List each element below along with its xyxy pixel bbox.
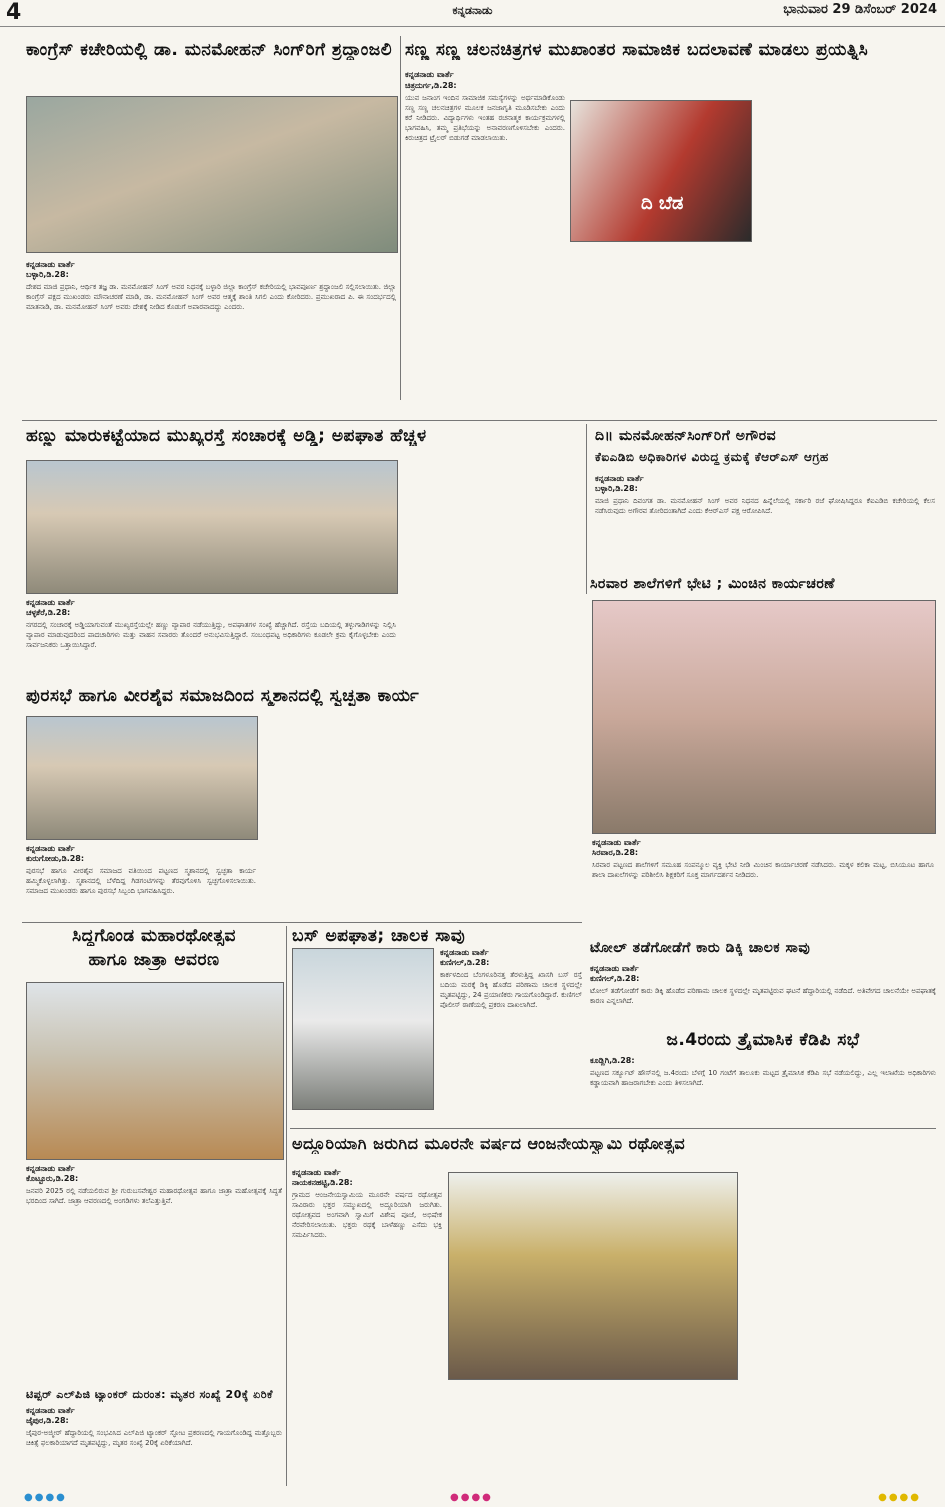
dateline: ಬಳ್ಳಾರಿ,ಡಿ.28: (26, 270, 69, 279)
article-headline: ಹಣ್ಣು ಮಾರುಕಟ್ಟೆಯಾದ ಮುಖ್ಯರಸ್ತೆ ಸಂಚಾರಕ್ಕೆ ಅಡ್ಡಿ; ಅಪಘಾತ ಹೆಚ್ಚಳ (26, 426, 427, 446)
article-body: ಸಿರವಾರ ಪಟ್ಟಣದ ಶಾಲೆಗಳಿಗೆ ಸಮೂಹ ಸಂಪನ್ಮೂಲ ವ್ಯಕ್ತಿ ಭೇಟಿ ನೀಡಿ ಮಿಂಚಿನ ಕಾರ್ಯಾಚರಣೆ ನಡೆಸಿದರು. ಮಕ್ಕಳ ಕಲಿಕಾ ಮಟ್ಟ, ಬಿಸಿಯೂಟ ಹಾಗೂ ಶಾಲಾ ದಾಖಲೆಗಳನ್ನು ಪರಿಶೀಲಿಸಿ ಶಿಕ್ಷಕರಿಗೆ ಸೂಕ್ತ ಮಾರ್ಗದರ್ಶನ ನೀಡಿದರು. (592, 861, 934, 879)
byline: ಕನ್ನಡನಾಡು ವಾರ್ತೆ (592, 838, 641, 847)
masthead: ಕನ್ನಡನಾಡು (452, 4, 493, 17)
dateline: ಜೈಪುರ,ಡಿ.28: (26, 1416, 69, 1425)
article-headline: ಜ.4ರಂದು ತ್ರೈಮಾಸಿಕ ಕೆಡಿಪಿ ಸಭೆ (666, 1030, 860, 1050)
dateline: ಕುಣಿಗಲ್,ಡಿ.28: (440, 958, 490, 967)
article-subheadline: ಕೆಐಎಡಿಬಿ ಅಧಿಕಾರಿಗಳ ವಿರುದ್ಧ ಕ್ರಮಕ್ಕೆ ಕೆಆರ್‌ಎಸ್ ಆಗ್ರಹ (595, 450, 829, 464)
article-body: ಕಾರ್ಕಳದಿಂದ ಬೆಂಗಳೂರಿನತ್ತ ತೆರಳುತ್ತಿದ್ದ ಖಾಸಗಿ ಬಸ್ ರಸ್ತೆ ಬದಿಯ ಮರಕ್ಕೆ ಡಿಕ್ಕಿ ಹೊಡೆದ ಪರಿಣಾಮ ಚಾಲಕ ಸ್ಥಳದಲ್ಲೇ ಮೃತಪಟ್ಟಿದ್ದು, 24 ಪ್ರಯಾಣಿಕರು ಗಾಯಗೊಂಡಿದ್ದಾರೆ. ಕುಣಿಗಲ್ ಪೊಲೀಸ್ ಠಾಣೆಯಲ್ಲಿ ಪ್ರಕರಣ ದಾಖಲಾಗಿದೆ. (440, 971, 582, 1009)
section-divider (22, 420, 937, 421)
page-date: ಭಾನುವಾರ 29 ಡಿಸೆಂಬರ್ 2024 (783, 2, 937, 17)
byline: ಕನ್ನಡನಾಡು ವಾರ್ತೆ (26, 260, 75, 269)
byline: ಕನ್ನಡನಾಡು ವಾರ್ತೆ (26, 844, 75, 853)
article-body: ನಗರದಲ್ಲಿ ಸಂಚಾರಕ್ಕೆ ಅಡ್ಡಿಯಾಗುವಂತೆ ಮುಖ್ಯರಸ್ತೆಯಲ್ಲೇ ಹಣ್ಣು ವ್ಯಾಪಾರ ನಡೆಯುತ್ತಿದ್ದು, ಅಪಘಾತಗಳ ಸಂಖ್ಯೆ ಹೆಚ್ಚಾಗಿದೆ. ರಸ್ತೆಯ ಬದಿಯಲ್ಲಿ ತಳ್ಳುಗಾಡಿಗಳನ್ನು ನಿಲ್ಲಿಸಿ ವ್ಯಾಪಾರ ಮಾಡುವುದರಿಂದ ಪಾದಚಾರಿಗಳು ಮತ್ತು ವಾಹನ ಸವಾರರು ತೊಂದರೆ ಅನುಭವಿಸುತ್ತಿದ್ದಾರೆ. ಸಂಬಂಧಪಟ್ಟ ಅಧಿಕಾರಿಗಳು ಕೂಡಲೇ ಕ್ರಮ ಕೈಗೊಳ್ಳಬೇಕು ಎಂದು ಸಾರ್ವಜನಿಕರು ಒತ್ತಾಯಿಸಿದ್ದಾರೆ. (26, 621, 396, 649)
article-body: ಜನವರಿ 2025 ರಲ್ಲಿ ನಡೆಯಲಿರುವ ಶ್ರೀ ಗುರುಬಸವೇಶ್ವರ ಮಹಾರಥೋತ್ಸವ ಹಾಗೂ ಜಾತ್ರಾ ಮಹೋತ್ಸವಕ್ಕೆ ಸಿದ್ಧತೆ ಭರದಿಂದ ಸಾಗಿದೆ. ಜಾತ್ರಾ ಆವರಣದಲ್ಲಿ ಅಂಗಡಿಗಳು ತಲೆಎತ್ತುತ್ತಿವೆ. (26, 1187, 282, 1205)
school-visit-photo (592, 600, 936, 834)
cleaning-photo (26, 716, 258, 840)
article-body: ಪಟ್ಟಣದ ಸರ್ಕ್ಯೂಟ್ ಹೌಸ್‌ನಲ್ಲಿ ಜ.4ರಂದು ಬೆಳಗ್ಗೆ 10 ಗಂಟೆಗೆ ತಾಲೂಕು ಮಟ್ಟದ ತ್ರೈಮಾಸಿಕ ಕೆಡಿಪಿ ಸಭೆ ನಡೆಯಲಿದ್ದು, ಎಲ್ಲ ಇಲಾಖೆಯ ಅಧಿಕಾರಿಗಳು ಕಡ್ಡಾಯವಾಗಿ ಹಾಜರಾಗಬೇಕು ಎಂದು ತಿಳಿಸಲಾಗಿದೆ. (590, 1069, 936, 1087)
chariot-photo (448, 1172, 738, 1380)
color-marks-right: ●●●● (878, 1492, 921, 1503)
fruit-market-photo (26, 460, 398, 594)
article-body: ಪುರಸಭೆ ಹಾಗೂ ವೀರಶೈವ ಸಮಾಜದ ವತಿಯಿಂದ ಪಟ್ಟಣದ ಸ್ಮಶಾನದಲ್ಲಿ ಸ್ವಚ್ಛತಾ ಕಾರ್ಯ ಹಮ್ಮಿಕೊಳ್ಳಲಾಗಿತ್ತು. ಸ್ಮಶಾನದಲ್ಲಿ ಬೆಳೆದಿದ್ದ ಗಿಡಗಂಟಿಗಳನ್ನು ತೆರವುಗೊಳಿಸಿ ಸ್ವಚ್ಛಗೊಳಿಸಲಾಯಿತು. ಸಮಾಜದ ಮುಖಂಡರು ಹಾಗೂ ಪುರಸಭೆ ಸಿಬ್ಬಂದಿ ಭಾಗವಹಿಸಿದ್ದರು. (26, 867, 256, 895)
bus-accident-photo (292, 948, 434, 1110)
color-marks-left: ●●●● (24, 1492, 67, 1503)
article-headline: ದಿ॥ ಮನಮೋಹನ್‌ಸಿಂಗ್‌ರಿಗೆ ಅಗೌರವ (595, 428, 777, 444)
dateline: ಕುರುಗೋಡು,ಡಿ.28: (26, 854, 85, 863)
byline: ಕನ್ನಡನಾಡು ವಾರ್ತೆ (26, 1406, 75, 1415)
section-divider (290, 1128, 936, 1129)
article-body-continued (742, 1172, 936, 1486)
column-divider (400, 36, 401, 400)
article-headline: ಟಿಪ್ಪರ್ ಎಲ್‌ಪಿಜಿ ಟ್ಯಾಂಕರ್ ದುರಂತ: ಮೃತರ ಸಂಖ್ಯೆ 20ಕ್ಕೆ ಏರಿಕೆ (26, 1388, 273, 1401)
article-body-continued (400, 460, 580, 670)
column-divider (586, 424, 587, 594)
dateline: ಕೂಡ್ಲಿಗಿ,ಡಿ.28: (590, 1056, 635, 1065)
article-body: ಮಾಜಿ ಪ್ರಧಾನಿ ದಿವಂಗತ ಡಾ. ಮನಮೋಹನ್ ಸಿಂಗ್ ಅವರ ನಿಧನದ ಹಿನ್ನೆಲೆಯಲ್ಲಿ ಸರ್ಕಾರಿ ರಜೆ ಘೋಷಿಸಿದ್ದರೂ ಕೆಐಎಡಿಬಿ ಕಚೇರಿಯಲ್ಲಿ ಕೆಲಸ ನಡೆಸಿರುವುದು ಅಗೌರವ ತೋರಿದಂತಾಗಿದೆ ಎಂದು ಕೆಆರ್‌ಎಸ್ ಪಕ್ಷ ಆರೋಪಿಸಿದೆ. (595, 497, 935, 515)
byline: ಕನ್ನಡನಾಡು ವಾರ್ತೆ (590, 964, 639, 973)
fair-ground-photo (26, 982, 284, 1160)
article-body: ಟೋಲ್ ತಡೆಗೋಡೆಗೆ ಕಾರು ಡಿಕ್ಕಿ ಹೊಡೆದ ಪರಿಣಾಮ ಚಾಲಕ ಸ್ಥಳದಲ್ಲೇ ಮೃತಪಟ್ಟಿರುವ ಘಟನೆ ಹೆದ್ದಾರಿಯಲ್ಲಿ ನಡೆದಿದೆ. ಅತಿವೇಗದ ಚಾಲನೆಯೇ ಅಪಘಾತಕ್ಕೆ ಕಾರಣ ಎನ್ನಲಾಗಿದೆ. (590, 987, 936, 1005)
byline: ಕನ್ನಡನಾಡು ವಾರ್ತೆ (440, 948, 489, 957)
article-headline: ಸಿರವಾರ ಶಾಲೆಗಳಿಗೆ ಭೇಟಿ ; ಮಿಂಚಿನ ಕಾರ್ಯಚರಣೆ (590, 576, 835, 592)
article-body-continued (262, 716, 582, 916)
byline: ಕನ್ನಡನಾಡು ವಾರ್ತೆ (26, 598, 75, 607)
article-body-continued (448, 1384, 736, 1486)
byline: ಕನ್ನಡನಾಡು ವಾರ್ತೆ (405, 70, 454, 79)
article-body-continued (755, 100, 937, 400)
article-body: ಜೈಪುರ-ಅಜ್ಮೀರ್ ಹೆದ್ದಾರಿಯಲ್ಲಿ ಸಂಭವಿಸಿದ ಎಲ್‌ಪಿಜಿ ಟ್ಯಾಂಕರ್ ಸ್ಫೋಟ ಪ್ರಕರಣದಲ್ಲಿ ಗಾಯಗೊಂಡಿದ್ದ ಮತ್ತೊಬ್ಬರು ಚಿಕಿತ್ಸೆ ಫಲಕಾರಿಯಾಗದೆ ಮೃತಪಟ್ಟಿದ್ದು, ಮೃತರ ಸಂಖ್ಯೆ 20ಕ್ಕೆ ಏರಿಕೆಯಾಗಿದೆ. (26, 1429, 282, 1447)
poster-title: ದಿ ಬೆಡ (641, 193, 684, 214)
article-body: ಯುವ ಜನಾಂಗ ಇಂದಿನ ಸಾಮಾಜಿಕ ಸಮಸ್ಯೆಗಳನ್ನು ಅರ್ಥಮಾಡಿಕೊಂಡು ಸಣ್ಣ ಸಣ್ಣ ಚಲನಚಿತ್ರಗಳ ಮೂಲಕ ಜನಜಾಗೃತಿ ಮೂಡಿಸಬೇಕು ಎಂದು ಕರೆ ನೀಡಿದರು. ವಿದ್ಯಾರ್ಥಿಗಳು ಇಂತಹ ರಚನಾತ್ಮಕ ಕಾರ್ಯಕ್ರಮಗಳಲ್ಲಿ ಭಾಗವಹಿಸಿ, ತಮ್ಮ ಪ್ರತಿಭೆಯನ್ನು ಅನಾವರಣಗೊಳಿಸಬೇಕು ಎಂದರು. ಕಿರುಚಿತ್ರದ ಟ್ರೈಲರ್ ಬಿಡುಗಡೆ ಮಾಡಲಾಯಿತು. (405, 94, 565, 142)
section-divider (22, 922, 582, 923)
article-headline: ಟೋಲ್ ತಡೆಗೋಡೆಗೆ ಕಾರು ಡಿಕ್ಕಿ ಚಾಲಕ ಸಾವು (590, 940, 811, 956)
dateline: ಚಿತ್ರದುರ್ಗ,ಡಿ.28: (405, 81, 457, 90)
dateline: ಕುಣಿಗಲ್,ಡಿ.28: (590, 974, 640, 983)
dateline: ಸಿರವಾರ,ಡಿ.28: (592, 848, 639, 857)
article-headline: ಬಸ್ ಅಪಘಾತ; ಚಾಲಕ ಸಾವು (292, 926, 466, 946)
article-headline-line2: ಹಾಗೂ ಜಾತ್ರಾ ಆವರಣ (88, 950, 220, 970)
article-headline: ಸಣ್ಣ ಸಣ್ಣ ಚಲನಚಿತ್ರಗಳ ಮುಖಾಂತರ ಸಾಮಾಜಿಕ ಬದಲಾವಣೆ ಮಾಡಲು ಪ್ರಯತ್ನಿಸಿ (405, 40, 869, 60)
dateline: ನಾಯಕನಹಟ್ಟಿ,ಡಿ.28: (292, 1178, 353, 1187)
dateline: ಬಳ್ಳಾರಿ,ಡಿ.28: (595, 484, 638, 493)
article-body-continued (570, 246, 750, 400)
dateline: ಚಳ್ಳಕೆರೆ,ಡಿ.28: (26, 608, 71, 617)
article-headline: ಕಾಂಗ್ರೆಸ್ ಕಚೇರಿಯಲ್ಲಿ ಡಾ. ಮನಮೋಹನ್ ಸಿಂಗ್‌ರಿಗೆ ಶ್ರದ್ಧಾಂಜಲಿ (26, 40, 393, 60)
byline: ಕನ್ನಡನಾಡು ವಾರ್ತೆ (26, 1164, 75, 1173)
color-marks-center: ●●●● (450, 1492, 493, 1503)
film-poster (570, 100, 752, 242)
page-number: 4 (6, 0, 22, 25)
article-body: ಗ್ರಾಮದ ಆಂಜನೇಯಸ್ವಾಮಿಯ ಮೂರನೇ ವರ್ಷದ ರಥೋತ್ಸವ ಸಾವಿರಾರು ಭಕ್ತರ ಸಮ್ಮುಖದಲ್ಲಿ ಅದ್ದೂರಿಯಾಗಿ ಜರುಗಿತು. ರಥೋತ್ಸವದ ಅಂಗವಾಗಿ ಸ್ವಾಮಿಗೆ ವಿಶೇಷ ಪೂಜೆ, ಅಭಿಷೇಕ ನೆರವೇರಿಸಲಾಯಿತು. ಭಕ್ತರು ರಥಕ್ಕೆ ಬಾಳೆಹಣ್ಣು ಎಸೆದು ಭಕ್ತಿ ಸಮರ್ಪಿಸಿದರು. (292, 1191, 442, 1239)
byline: ಕನ್ನಡನಾಡು ವಾರ್ತೆ (292, 1168, 341, 1177)
article-headline: ಪುರಸಭೆ ಹಾಗೂ ವೀರಶೈವ ಸಮಾಜದಿಂದ ಸ್ಮಶಾನದಲ್ಲಿ ಸ್ವಚ್ಛತಾ ಕಾರ್ಯ (26, 686, 420, 706)
article-headline: ಸಿದ್ಧಗೊಂಡ ಮಹಾರಥೋತ್ಸವ (72, 926, 236, 946)
column-divider (286, 926, 287, 1486)
dateline: ಕೊಟ್ಟೂರು,ಡಿ.28: (26, 1174, 79, 1183)
tribute-photo (26, 96, 398, 253)
page-header (0, 0, 945, 27)
article-body: ದೇಶದ ಮಾಜಿ ಪ್ರಧಾನಿ, ಆರ್ಥಿಕ ತಜ್ಞ ಡಾ. ಮನಮೋಹನ್ ಸಿಂಗ್ ಅವರ ನಿಧನಕ್ಕೆ ಬಳ್ಳಾರಿ ಜಿಲ್ಲಾ ಕಾಂಗ್ರೆಸ್ ಕಚೇರಿಯಲ್ಲಿ ಭಾವಪೂರ್ಣ ಶ್ರದ್ಧಾಂಜಲಿ ಸಲ್ಲಿಸಲಾಯಿತು. ಜಿಲ್ಲಾ ಕಾಂಗ್ರೆಸ್ ಪಕ್ಷದ ಮುಖಂಡರು ಮೌನಾಚರಣೆ ಮಾಡಿ, ಡಾ. ಮನಮೋಹನ್ ಸಿಂಗ್ ಅವರ ಆತ್ಮಕ್ಕೆ ಶಾಂತಿ ಸಿಗಲಿ ಎಂದು ಕೋರಿದರು. ಪ್ರಮುಖರಾದ ಪಿ. ಈ ಸಂದರ್ಭದಲ್ಲಿ ಮಾತನಾಡಿ, ಡಾ. ಮನಮೋಹನ್ ಸಿಂಗ್ ಅವರು ದೇಶಕ್ಕೆ ನೀಡಿದ ಕೊಡುಗೆ ಅಪಾರವಾದದ್ದು ಎಂದರು. (26, 283, 396, 311)
article-headline: ಅದ್ದೂರಿಯಾಗಿ ಜರುಗಿದ ಮೂರನೇ ವರ್ಷದ ಆಂಜನೇಯಸ್ವಾಮಿ ರಥೋತ್ಸವ (292, 1134, 686, 1153)
byline: ಕನ್ನಡನಾಡು ವಾರ್ತೆ (595, 474, 644, 483)
